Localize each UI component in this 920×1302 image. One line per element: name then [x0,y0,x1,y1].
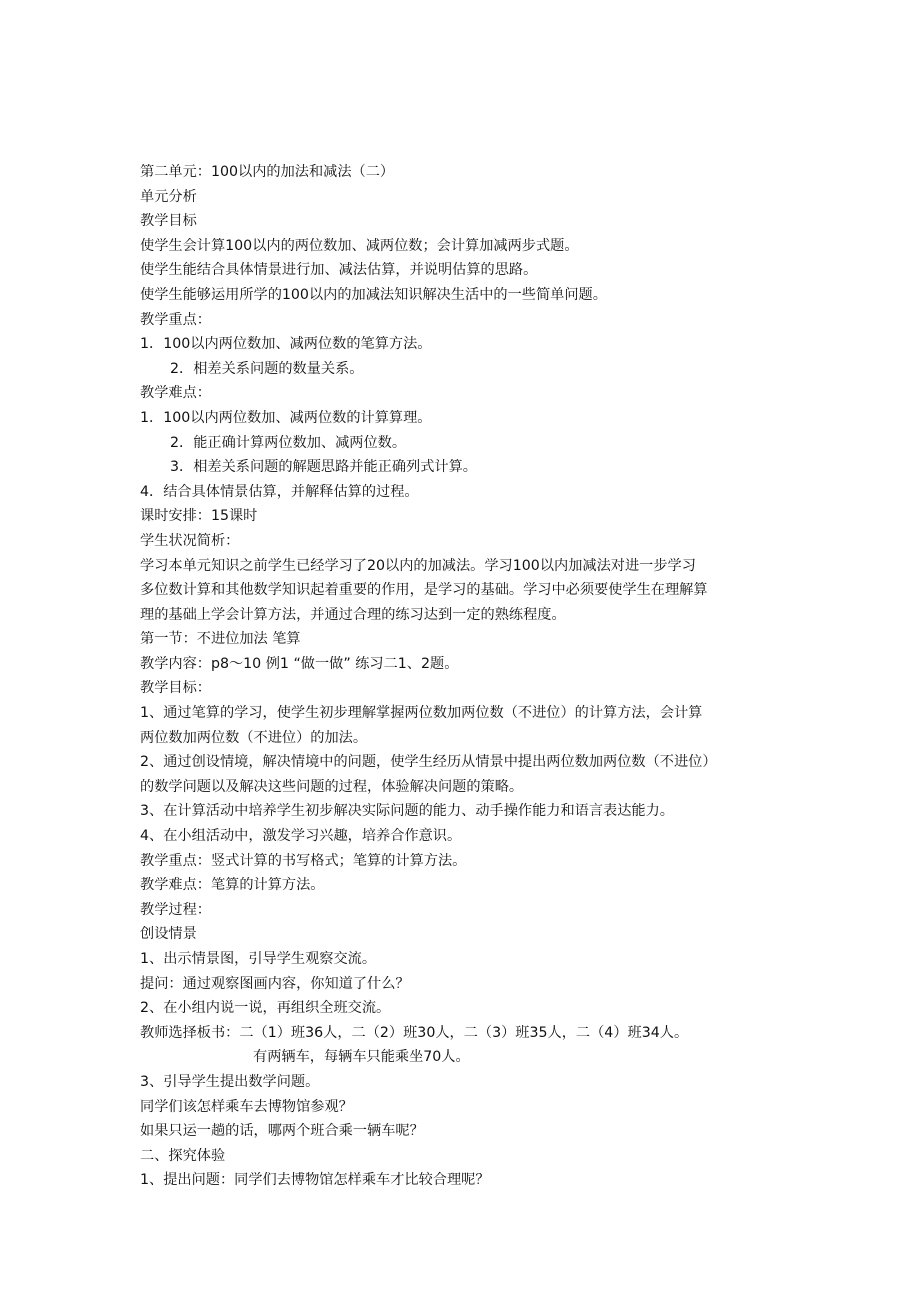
section-heading: 教学目标 [140,213,197,230]
unit-title: 第二单元：100以内的加法和减法（二） [140,164,395,180]
text-line: 教师选择板书：二（1）班36人，二（2）班30人，二（3）班35人，二（4）班34人。 [140,1024,689,1041]
text-line: 3、在计算活动中培养学生初步解决实际问题的能力、动手操作能力和语言表达能力。 [140,803,674,820]
paragraph-line: 的数学问题以及解决这些问题的过程，体验解决问题的策略。 [140,778,524,795]
section-heading: 学生状况简析： [140,532,240,549]
text-line: 有两辆车，每辆车只能乘坐70人。 [253,1049,470,1066]
text-line: 使学生能结合具体情景进行加、减法估算，并说明估算的思路。 [140,262,538,279]
text-line: 如果只运一趟的话，哪两个班合乘一辆车呢？ [140,1123,424,1140]
text-line: 提问：通过观察图画内容，你知道了什么？ [140,975,410,992]
text-line: 2、在小组内说一说，再组织全班交流。 [140,1000,391,1017]
text-line: 教学难点：笔算的计算方法。 [140,877,325,894]
paragraph-line: 多位数计算和其他数学知识起着重要的作用，是学习的基础。学习中必须要使学生在理解算 [140,582,708,599]
text-line: 1、出示情景图，引导学生观察交流。 [140,951,377,967]
text-line: 使学生能够运用所学的100以内的加减法知识解决生活中的一些简单问题。 [140,286,607,303]
section-heading: 教学过程： [140,901,211,918]
paragraph-line: 两位数加两位数（不进位）的加法。 [140,729,368,746]
text-line: 4、在小组活动中，激发学习兴趣，培养合作意识。 [140,828,462,845]
text-line: 教学内容：p8～10 例1 “做一做” 练习二1、2题。 [140,655,459,672]
list-item: 3．相差关系问题的解题思路并能正确列式计算。 [170,459,477,476]
section-heading: 教学目标： [140,680,211,697]
section-heading: 单元分析 [140,188,197,205]
list-item: 1．100以内两位数加、减两位数的计算算理。 [140,409,432,426]
text-line: 教学重点：竖式计算的书写格式；笔算的计算方法。 [140,852,467,869]
list-item: 2．相差关系问题的数量关系。 [170,360,364,377]
section-heading: 第一节：不进位加法 笔算 [140,631,301,648]
text-line: 3、引导学生提出数学问题。 [140,1073,320,1090]
paragraph-line: 1、通过笔算的学习，使学生初步理解掌握两位数加两位数（不进位）的计算方法，会计算 [140,705,703,722]
paragraph-line: 2、通过创设情境，解决情境中的问题，使学生经历从情景中提出两位数加两位数（不进位） [140,754,717,771]
text-line: 同学们该怎样乘车去博物馆参观？ [140,1098,353,1115]
section-heading: 教学重点： [140,311,211,328]
text-line: 使学生会计算100以内的两位数加、减两位数；会计算加减两步式题。 [140,237,579,254]
text-line: 1、提出问题：同学们去博物馆怎样乘车才比较合理呢？ [140,1172,490,1189]
list-item: 1．100以内两位数加、减两位数的笔算方法。 [140,336,432,353]
paragraph-line: 理的基础上学会计算方法，并通过合理的练习达到一定的熟练程度。 [140,606,566,623]
document-page [140,160,790,1193]
paragraph-line: 学习本单元知识之前学生已经学习了20以内的加减法。学习100以内加减法对进一步学习 [140,557,696,574]
list-item: 4．结合具体情景估算，并解释估算的过程。 [140,483,419,500]
section-heading: 创设情景 [140,926,197,943]
text-line: 课时安排：15课时 [140,508,258,525]
list-item: 2．能正确计算两位数加、减两位数。 [170,434,407,451]
section-heading: 二、探究体验 [140,1147,226,1164]
section-heading: 教学难点： [140,385,211,402]
